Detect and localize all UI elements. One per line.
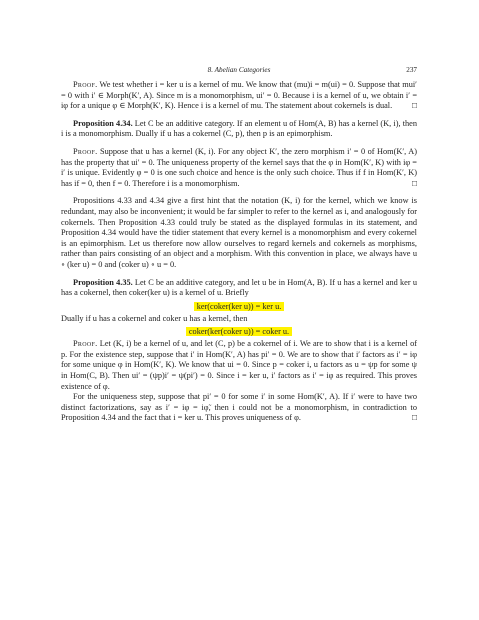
proposition-label: Proposition 4.34.	[73, 118, 133, 128]
page-number: 237	[406, 66, 417, 74]
paragraph-text: Suppose that u has a kernel (K, i). For any object K′, the zero morphism i′ = 0 of Hom(K′, A) has the property that ui′ = 0. The uniqueness property of the kernel says that the φ in Hom(K′, K) with iφ = i′ is unique. Evidently φ = 0 is one such choice and hence is the only such choice. Thus if f in Hom(K′, K) has if = 0, then f = 0. Therefore i is a monomorphism.	[61, 146, 417, 188]
body-paragraph	[61, 392, 417, 424]
body-paragraph	[61, 196, 417, 270]
display-formula-kernel	[61, 300, 417, 313]
body-paragraph	[61, 314, 417, 325]
paragraph-text: Propositions 4.33 and 4.34 give a first hint that the notation (K, i) for the kernel, which we know is redundant, may also be inconvenient; it would be far simpler to refer to the kernel as i, and analogously for cokernels. Then Proposition 4.33 could truly be stated as the displayed formulas in its statement, and Proposition 4.34 would have the tidier statement that every kernel is a monomorphism and every cokernel is an epimorphism. Let us therefore now allow ourselves to regard kernels and cokernels as morphisms, rather than pairs consisting of an object and a morphism. With this convention in place, we always have u ∘ (ker u) = 0 and (coker u) ∘ u = 0.	[61, 196, 417, 269]
qed-symbol: □	[411, 101, 417, 111]
proof-paragraph	[61, 80, 417, 112]
highlighted-formula: coker(ker(coker u)) = coker u.	[186, 327, 292, 336]
proof-label: Proof.	[73, 339, 98, 349]
display-formula-cokernel	[61, 325, 417, 338]
proof-label: Proof.	[73, 80, 98, 89]
paragraph-text: We test whether i = ker u is a kernel of mu. We know that (mu)i = m(ui) = 0. Suppose that mui′ = 0 with i′ ∈ Morph(K′, A). Since m is a monomorphism, ui′ = 0. Because i is a kernel of u, we obtain i′ = iφ for a unique φ ∈ Morph(K′, K). Hence i is a kernel of mu. The statement about cokernels is dual.	[61, 80, 417, 111]
proposition-4-34	[61, 119, 417, 140]
proposition-4-35	[61, 278, 417, 299]
proof-paragraph	[61, 339, 417, 392]
running-title: 8. Abelian Categories	[207, 66, 271, 74]
highlighted-formula: ker(coker(ker u)) = ker u.	[194, 302, 285, 311]
paragraph-text: For the uniqueness step, suppose that pi′ = 0 for some i′ in some Hom(K′, A). If i′ were to have two distinct factorizations, say as i′ = iφ = iφ̃, then i could not be a monomorphism, in contradiction to Proposition 4.34 and the fact that i = ker u. This proves uniqueness of φ.	[61, 392, 417, 423]
proof-paragraph	[61, 147, 417, 189]
qed-symbol: □	[411, 413, 417, 423]
proposition-text: Let C be an additive category, and let u be in Hom(A, B). If u has a kernel and ker u has a cokernel, then coker(ker u) is a kernel of u. Briefly	[61, 277, 417, 298]
paragraph-text: Let (K, i) be a kernel of u, and let (C, p) be a cokernel of i. We are to show that i is a kernel of p. For the existence step, suppose that i′ in Hom(K′, A) has pi′ = 0. We are to show that i′ factors as i′ = iφ for some unique φ in Hom(K′, K). We know that ui = 0. Since p = coker i, u factors as u = ψp for some ψ in Hom(C, B). Then ui′ = (ψp)i′ = ψ(pi′) = 0. Since i = ker u, i′ factors as i′ = iφ as required. This proves existence of φ.	[61, 339, 417, 391]
proposition-label: Proposition 4.35.	[73, 277, 133, 287]
proof-label: Proof.	[73, 146, 98, 156]
proposition-text: Let C be an additive category. If an element u of Hom(A, B) has a kernel (K, i), then i is a monomorphism. Dually if u has a cokernel (C, p), then p is an epimorphism.	[61, 118, 418, 139]
qed-symbol: □	[411, 178, 417, 188]
paragraph-text: Dually if u has a cokernel and coker u has a kernel, then	[61, 313, 248, 323]
running-header	[61, 66, 417, 80]
